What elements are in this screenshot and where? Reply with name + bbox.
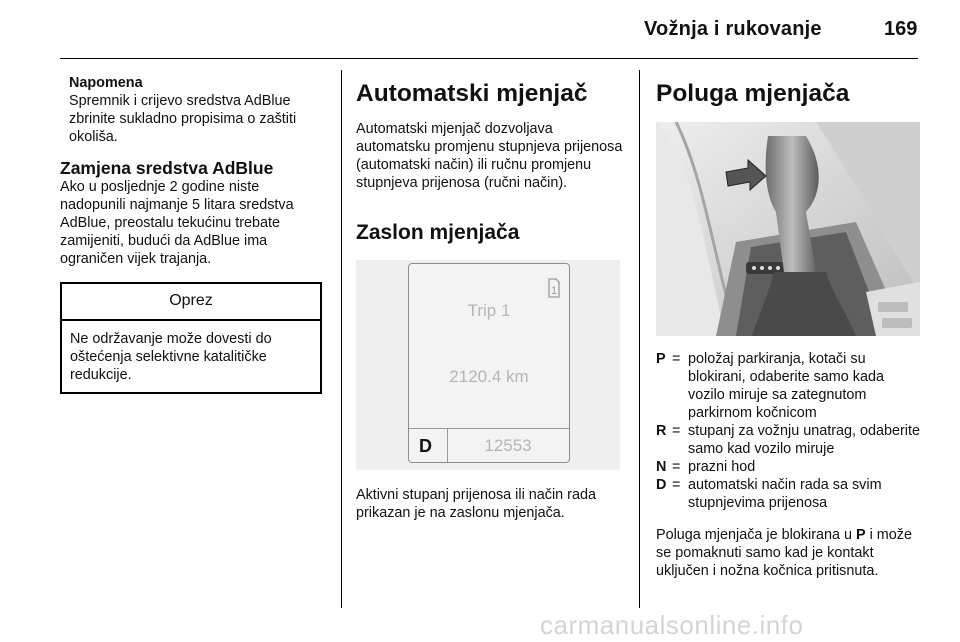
column-3 — [656, 74, 924, 580]
instrument-cluster-illustration — [356, 260, 620, 470]
display-heading: Zaslon mjenjača — [356, 221, 520, 244]
paragraph-text-start: Poluga mjenjača je blokirana u — [656, 527, 856, 543]
gear-key: R — [656, 423, 667, 439]
column-2 — [356, 74, 628, 522]
cluster-divider — [409, 428, 569, 429]
gear-lever-photo — [656, 122, 920, 336]
section-text: Ako u posljednje 2 godine niste nadopunili najmanje 5 litara sredstva AdBlue, preostalu tekućinu trebate zamijeniti, budući da AdBlue ima ograničen vijek trajanja. — [60, 179, 294, 267]
gear-key: N — [656, 459, 667, 475]
trip-value: 2120.4 km — [449, 367, 529, 386]
main-heading: Automatski mjenjač — [356, 80, 588, 107]
gear-description: prazni hod — [688, 459, 756, 475]
odometer-value: 12553 — [484, 436, 532, 455]
paragraph-key-p: P — [856, 527, 866, 543]
gear-equals: = — [672, 477, 681, 493]
gear-row — [656, 458, 924, 476]
caution-box — [60, 282, 322, 394]
cluster-screen — [408, 263, 570, 463]
lever-heading: Poluga mjenjača — [656, 80, 850, 107]
gear-key: P — [656, 351, 666, 367]
gear-description: stupanj za vožnju unatrag, odaberite samo kad vozilo miruje — [688, 423, 921, 457]
paragraph-text-end: i može se pomaknuti samo kad je kontakt uključen i nožna kočnica pritisnuta. — [656, 527, 912, 579]
gear-description: automatski način rada sa svim stupnjevima prijenosa — [688, 477, 882, 511]
caution-text: Ne održavanje može dovesti do oštećenja selektivne katalitičke redukcije. — [70, 331, 272, 383]
gear-row — [656, 422, 924, 458]
watermark: carmanualsonline.info — [540, 610, 804, 640]
note-title: Napomena — [69, 75, 143, 91]
gear-equals: = — [672, 459, 681, 475]
page-header-title: Vožnja i rukovanje — [644, 18, 822, 40]
trip-index-icon — [547, 277, 561, 299]
gear-lever-drawing — [656, 122, 920, 336]
gear-indicator: D — [419, 436, 432, 456]
header-rule — [60, 58, 918, 59]
trip-index-label: 1 — [550, 285, 558, 297]
gear-equals: = — [672, 351, 681, 367]
note-text: Spremnik i crijevo sredstva AdBlue zbrinite sukladno propisima o zaštiti okoliša. — [69, 93, 297, 145]
gear-row — [656, 476, 924, 512]
gear-position-list — [656, 350, 924, 512]
gear-description: položaj parkiranja, kotači su blokirani, odaberite samo kada vozilo miruje sa zategnutom parkirnom kočnicom — [688, 351, 884, 421]
section-heading: Zamjena sredstva AdBlue — [60, 158, 274, 178]
column-1 — [60, 74, 326, 394]
column-divider-left — [341, 70, 342, 608]
display-caption: Aktivni stupanj prijenosa ili način rada prikazan je na zaslonu mjenjača. — [356, 487, 596, 521]
gear-row — [656, 350, 924, 422]
gear-equals: = — [672, 423, 681, 439]
trip-label: Trip 1 — [467, 301, 511, 320]
column-divider-right — [639, 70, 640, 608]
gear-key: D — [656, 477, 667, 493]
caution-title: Oprez — [62, 284, 320, 321]
intro-text: Automatski mjenjač dozvoljava automatsku promjenu stupnjeva prijenosa (automatski način) ili ručnu promjenu stupnjeva prijenosa (ručni način). — [356, 121, 623, 191]
lever-lock-paragraph — [656, 526, 924, 580]
page-number: 169 — [884, 18, 918, 40]
